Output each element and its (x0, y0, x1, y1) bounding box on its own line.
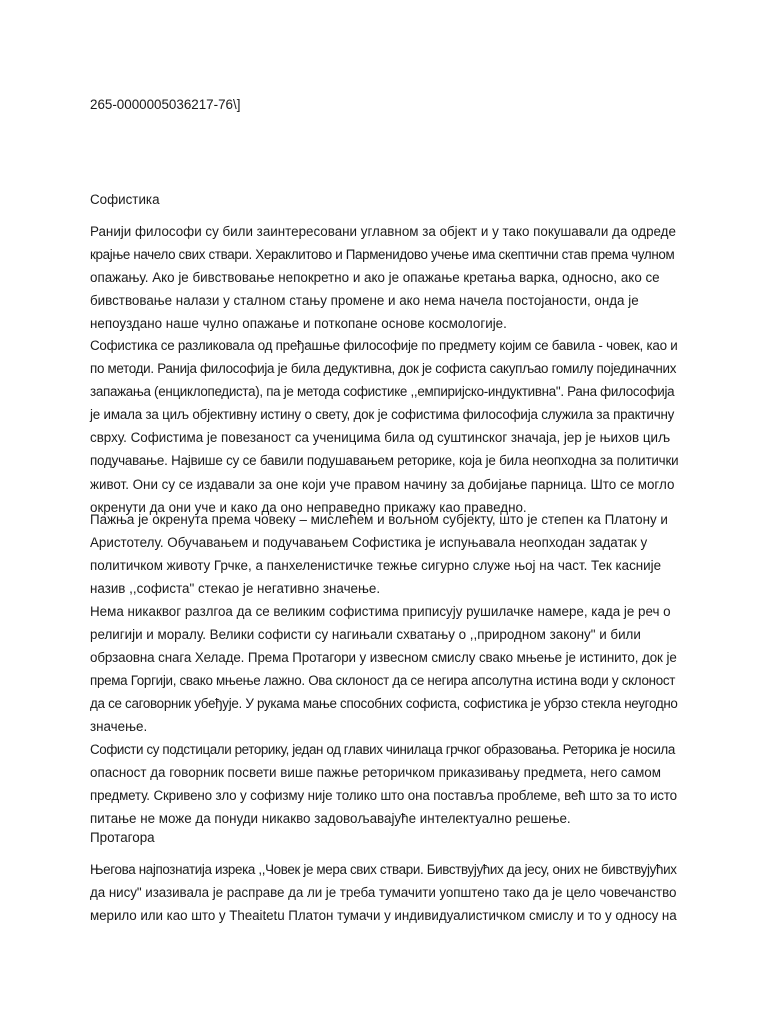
text-line: политичком животу Грчке, а панхеленистичке тежње сигурно служе њој на част. Тек касније (90, 558, 662, 574)
text-line: крајње начело свих ствари. Хераклитово и Парменидово учење има скептични став према чулном (90, 247, 675, 263)
text-line: непоуздано наше чулно опажање и поткопане основе космологије. (90, 316, 507, 332)
heading-sofistika: Софистика (90, 192, 160, 207)
text-line: опасност да говорник посвети више пажње реторичком приказивању предмета, него самом (90, 765, 661, 781)
text-line: да се саговорник убеђује. У рукама мање способних софиста, софистика је убрзо стекла неугодно (90, 696, 678, 712)
text-line: Софисти су подстицали реторику, један од главих чинилаца грчког образовања. Реторика је носила (90, 742, 675, 757)
paragraph-4 (90, 600, 678, 739)
text-line: по методи. Ранија философија је била дедуктивна, док је софиста сакупљао гомилу појединачних (90, 361, 677, 377)
paragraph-5 (90, 738, 678, 830)
text-line: запажања (енциклопедиста), па је метода софистике ,,емпиријско-индуктивна". Рана философија (90, 384, 675, 400)
text-line: обрзаовна снага Хеладе. Према Протагори у извесном смислу свако мњење је истинито, док је (90, 650, 677, 666)
paragraph-3 (90, 508, 678, 600)
text-line: Аристотелу. Обучавањем и подучавањем Софистика је испуњавала неопходан задатак у (90, 535, 648, 551)
text-line: мерило или као што у Theaitetu Платон тумачи у индивидуалистичком смислу и то у односу на (90, 908, 677, 924)
text-line: опажању. Ако је бивствовање непокретно и ако је опажање кретања варка, односно, ако се (90, 270, 660, 286)
text-line: да нису" изазивала је расправе да ли је треба тумачити уопштено тако да је цело човечанство (90, 885, 677, 901)
text-line: Софистика се разликовала од пређашње философије по предмету којим се бавила - човек, као и (90, 338, 678, 353)
text-line: је имала за циљ објективну истину о свету, док је софистима философија служила за практичну (90, 407, 675, 423)
text-line: окренути да они уче и како да оно неправедно прикажу као праведно. (90, 499, 527, 515)
text-line: подучавање. Највише су се бавили подушавањем реторике, која је била неопходна за политички (90, 453, 679, 469)
text-line: Ранији философи су били заинтересовани углавном за објект и у тако покушавали да одреде (90, 224, 676, 239)
text-line: према Горгији, свако мњење лажно. Ова склоност да се негира апсолутна истина води у склоност (90, 673, 676, 689)
text-line: значење. (90, 719, 148, 735)
paragraph-6 (90, 858, 678, 927)
heading-protagora: Протагора (90, 830, 155, 845)
document-id: 265-0000005036217-76\] (90, 97, 241, 112)
text-line: питање не може да понуди никакво задовољавајуће интелектуално решење. (90, 811, 571, 827)
text-line: сврху. Софистима је повезаност са ученицима била од суштинског значаја, јер је њихов циљ (90, 430, 671, 446)
text-line: назив ,,софиста" стекао је негативно значење. (90, 581, 381, 597)
text-line: бивствовање налази у сталном стању промене и ако нема начела постојаности, онда је (90, 293, 639, 309)
text-line: Његова најпознатија изрека ,,Човек је мера свих ствари. Бивствујућих да јесу, оних не бивствујућих (90, 862, 677, 877)
text-line: религији и моралу. Велики софисти су нагињали схватању о ,,природном закону" и били (90, 627, 641, 643)
text-line: живот. Они су се издавали за оне који уче правом начину за добијање парница. Што се могло (90, 476, 675, 492)
paragraph-1 (90, 220, 678, 335)
text-line: Пажња је окренута према човеку – мислећем и вољном субјекту, што је степен ка Платону и (90, 512, 668, 527)
text-line: Нема никаквог разлгоа да се великим софистима приписују рушилачке намере, када је реч о (90, 604, 671, 619)
text-line: предмету. Скривено зло у софизму није толико што она поставља проблеме, већ што за то исто (90, 788, 677, 804)
paragraph-2 (90, 334, 678, 519)
